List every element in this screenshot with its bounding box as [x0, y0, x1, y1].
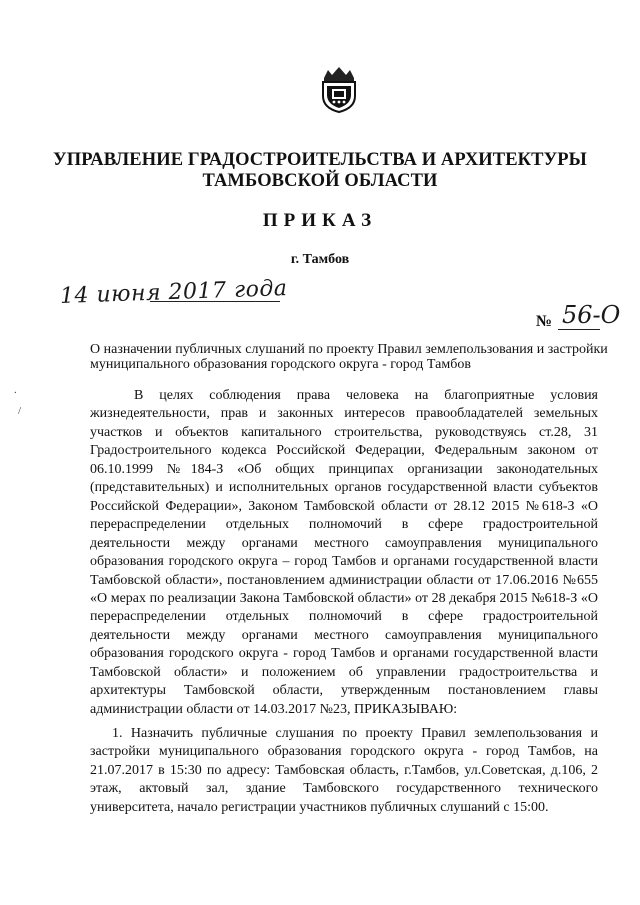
coat-of-arms-icon — [318, 64, 360, 114]
order-number-label: № — [536, 313, 553, 330]
margin-mark: / — [18, 405, 22, 417]
order-item-1: 1. Назначить публичные слушания по проекту Правил землепользования и застройки муниципального образования городского округа - город Тамбов, на 21.07.2017 в 15:30 по адресу: Тамбовская область, г.Тамбов, ул.Советская, д.106, 2 этаж, актовый зал, здание Тамбовского государственного технического университета, начало регистрации участников публичных слушаний с 15:00. — [90, 726, 598, 815]
city-label: г. Тамбов — [290, 252, 350, 267]
preamble-paragraph: В целях соблюдения права человека на благоприятные условия жизнедеятельности, прав и законных интересов правообладателей земельных участков и объектов капитального строительства, руководствуясь ст.28, 31 Градостроительного кодекса Российской Федерации, Федеральным законом от 06.10.1999 №184-З «Об общих принципах организации законодательных (представительных) и исполнительных органов государственной власти субъектов Российской Федерации», Законом Тамбовской области от 28.12 2015 №618-З «О перераспределении отдельных полномочий в сфере градостроительной деятельности между органами местного самоуправления муниципального образования городского округа – город Тамбов и органами государственной власти Тамбовской области», постановлением администрации области от 17.06.2016 №655 «О мерах по реализации Закона Тамбовской области» от 28 декабря 2015 №618-З «О перераспределении отдельных полномочий в сфере градостроительной деятельности между органами местного самоуправления муниципального образования городского округа - город Тамбов и органами государственной власти Тамбовской области» и положением об управлении градостроительства и архитектуры Тамбовской области, утвержденным постановлением главы администрации области от 14.03.2017 №23, ПРИКАЗЫВАЮ: — [90, 388, 598, 717]
number-underline — [558, 329, 600, 330]
document-type-title: ПРИКАЗ — [262, 210, 378, 231]
date-underline — [150, 301, 280, 302]
handwritten-order-number: 56-О — [562, 301, 621, 329]
organization-name-line2: ТАМБОВСКОЙ ОБЛАСТИ — [202, 171, 438, 191]
order-subject: О назначении публичных слушаний по проекту Правил землепользования и застройки муниципального образования городского округа - город Тамбов — [90, 342, 608, 372]
handwritten-date: 14 июня 2017 года — [59, 276, 288, 309]
margin-mark: . — [14, 384, 17, 396]
organization-name-line1: УПРАВЛЕНИЕ ГРАДОСТРОИТЕЛЬСТВА И АРХИТЕКТУРЫ — [53, 150, 587, 170]
